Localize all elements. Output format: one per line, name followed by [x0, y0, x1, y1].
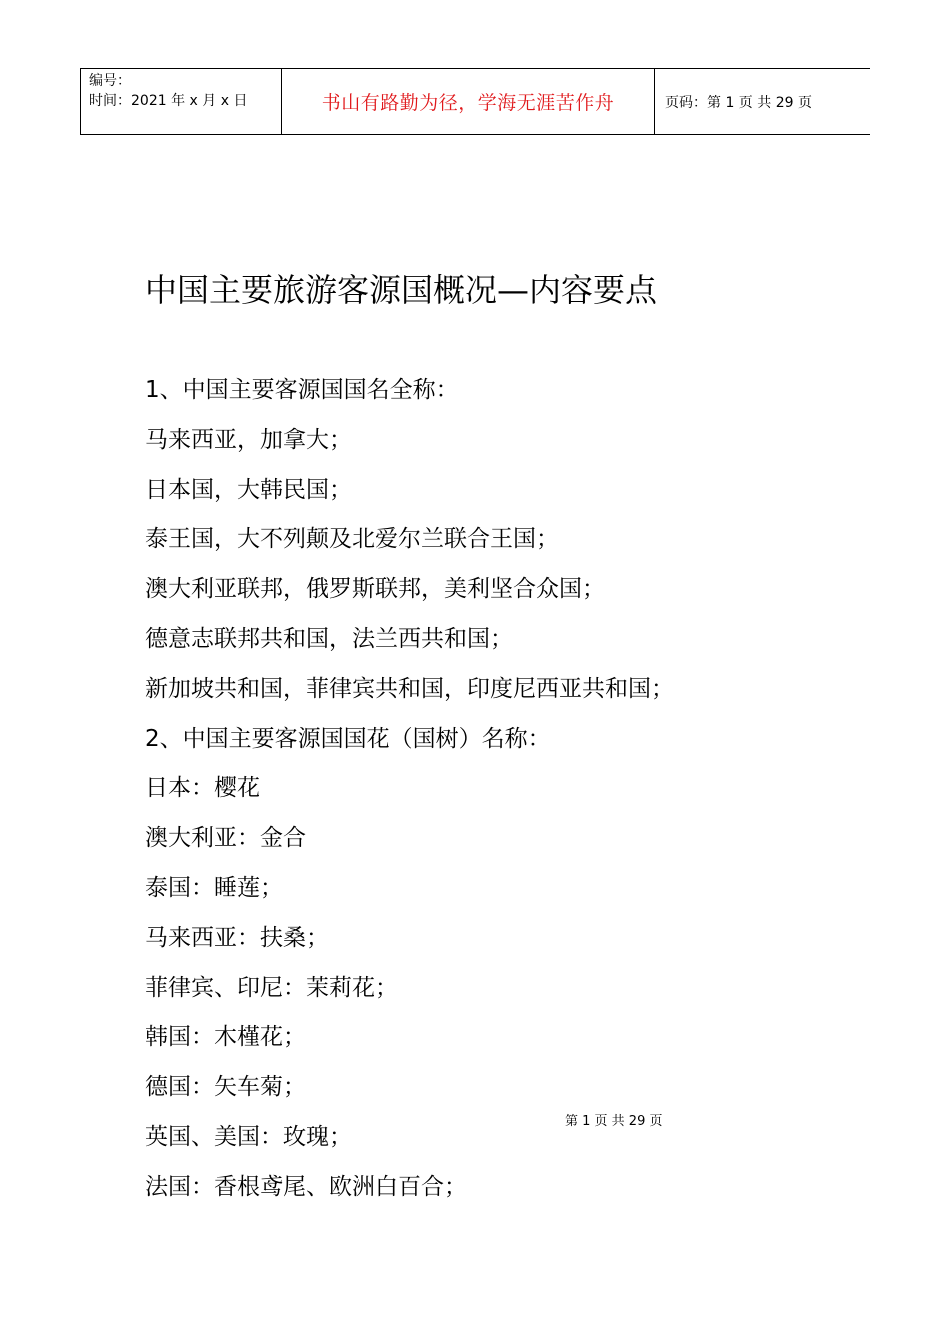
- content-line: 马来西亚：扶桑；: [145, 924, 329, 951]
- content-line: 澳大利亚联邦，俄罗斯联邦，美利坚合众国；: [145, 576, 605, 603]
- content-line: 新加坡共和国，菲律宾共和国，印度尼西亚共和国；: [145, 675, 674, 702]
- content-line: 澳大利亚：金合: [145, 825, 306, 852]
- header-meta-cell: [81, 69, 282, 134]
- document-body: [145, 370, 865, 1217]
- content-line: 英国、美国：玫瑰；: [145, 1123, 352, 1150]
- time-label: 时间：2021 年 x 月 x 日: [89, 93, 248, 109]
- content-line: 德意志联邦共和国，法兰西共和国；: [145, 625, 513, 652]
- content-line: 日本：樱花: [145, 775, 260, 802]
- content-line: 2、中国主要客源国国花（国树）名称：: [145, 725, 551, 752]
- serial-label: 编号：: [89, 73, 131, 89]
- content-line: 泰国：睡莲；: [145, 874, 283, 901]
- content-line: 马来西亚，加拿大；: [145, 426, 352, 453]
- motto-text: 书山有路勤为径，学海无涯苦作舟: [321, 92, 615, 114]
- header-page-cell: [655, 69, 870, 134]
- content-line: 韩国：木槿花；: [145, 1024, 306, 1051]
- footer-page-number: 第 1 页 共 29 页: [565, 1114, 663, 1129]
- document-title: 中国主要旅游客源国概况—内容要点: [145, 271, 658, 309]
- header-table: [80, 68, 870, 135]
- content-line: 德国：矢车菊；: [145, 1074, 306, 1101]
- page-info: 页码：第 1 页 共 29 页: [665, 94, 812, 111]
- header-motto-cell: [282, 69, 655, 134]
- content-line: 菲律宾、印尼：茉莉花；: [145, 974, 398, 1001]
- content-line: 泰王国，大不列颠及北爱尔兰联合王国；: [145, 526, 559, 553]
- content-line: 日本国，大韩民国；: [145, 476, 352, 503]
- content-line: 1、中国主要客源国国名全称：: [145, 377, 459, 403]
- content-line: 法国：香根鸢尾、欧洲白百合；: [145, 1173, 467, 1200]
